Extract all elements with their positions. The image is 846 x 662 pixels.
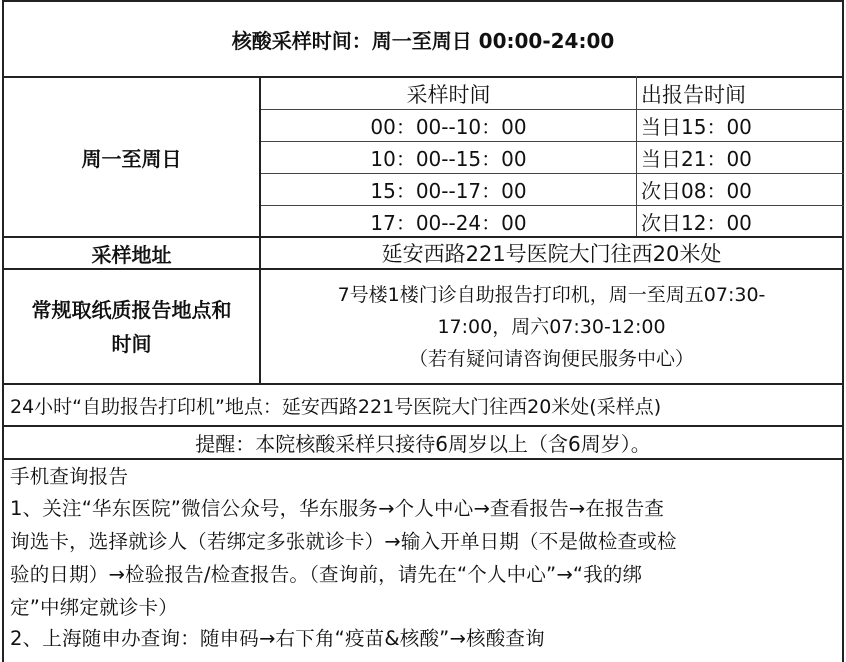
address-value: 延安西路221号医院大门往西20米处 <box>381 242 722 266</box>
report-time-cell: 次日12：00 <box>641 210 752 235</box>
page-title: 核酸采样时间：周一至周日 00:00-24:00 <box>231 28 615 53</box>
paper-report-line: 17:00，周六07:30-12:00 <box>437 315 666 338</box>
sample-time-cell: 15：00--17：00 <box>370 179 527 203</box>
report-time-cell: 当日15：00 <box>641 115 752 139</box>
phone-query-line: 询选卡，选择就诊人（若绑定多张就诊卡）→输入开单日期（不是做检查或检 <box>10 530 677 553</box>
sample-time-cell: 17：00--24：00 <box>370 210 527 235</box>
phone-query-heading: 手机查询报告 <box>10 465 129 488</box>
paper-report-line: 7号楼1楼门诊自助报告打印机，周一至周五07:30- <box>337 283 766 306</box>
sample-time-cell: 00：00--10：00 <box>370 115 527 139</box>
report-time-header: 出报告时间 <box>641 82 746 107</box>
sample-time-cell: 10：00--15：00 <box>370 147 527 171</box>
divider <box>2 458 844 460</box>
paper-report-details <box>261 270 842 383</box>
paper-report-line: （若有疑问请咨询便民服务中心） <box>408 347 694 370</box>
phone-query-line: 1、关注“华东医院”微信公众号，华东服务→个人中心→查看报告→在报告查 <box>10 497 665 520</box>
age-reminder: 提醒：本院核酸采样只接待6周岁以上（含6周岁）。 <box>195 432 651 456</box>
paper-report-label <box>4 270 259 383</box>
report-time-cell: 当日21：00 <box>641 147 752 171</box>
phone-query-line: 验的日期）→检验报告/检查报告。（查询前，请先在“个人中心”→“我的绑 <box>10 563 643 586</box>
schedule-row-label: 周一至周日 <box>81 146 182 171</box>
paper-report-label-line: 常规取纸质报告地点和 <box>31 297 232 322</box>
report-time-cell: 次日08：00 <box>641 179 752 203</box>
printer-location-note: 24小时“自助报告打印机”地点：延安西路221号医院大门往西20米处(采样点) <box>10 395 662 418</box>
paper-report-label-line: 时间 <box>111 331 152 356</box>
phone-query-line: 2、上海随申办查询：随申码→右下角“疫苗&核酸”→核酸查询 <box>10 627 545 650</box>
phone-query-line: 定”中绑定就诊卡） <box>10 596 178 619</box>
sample-time-header: 采样时间 <box>406 82 491 107</box>
address-label: 采样地址 <box>91 242 172 267</box>
